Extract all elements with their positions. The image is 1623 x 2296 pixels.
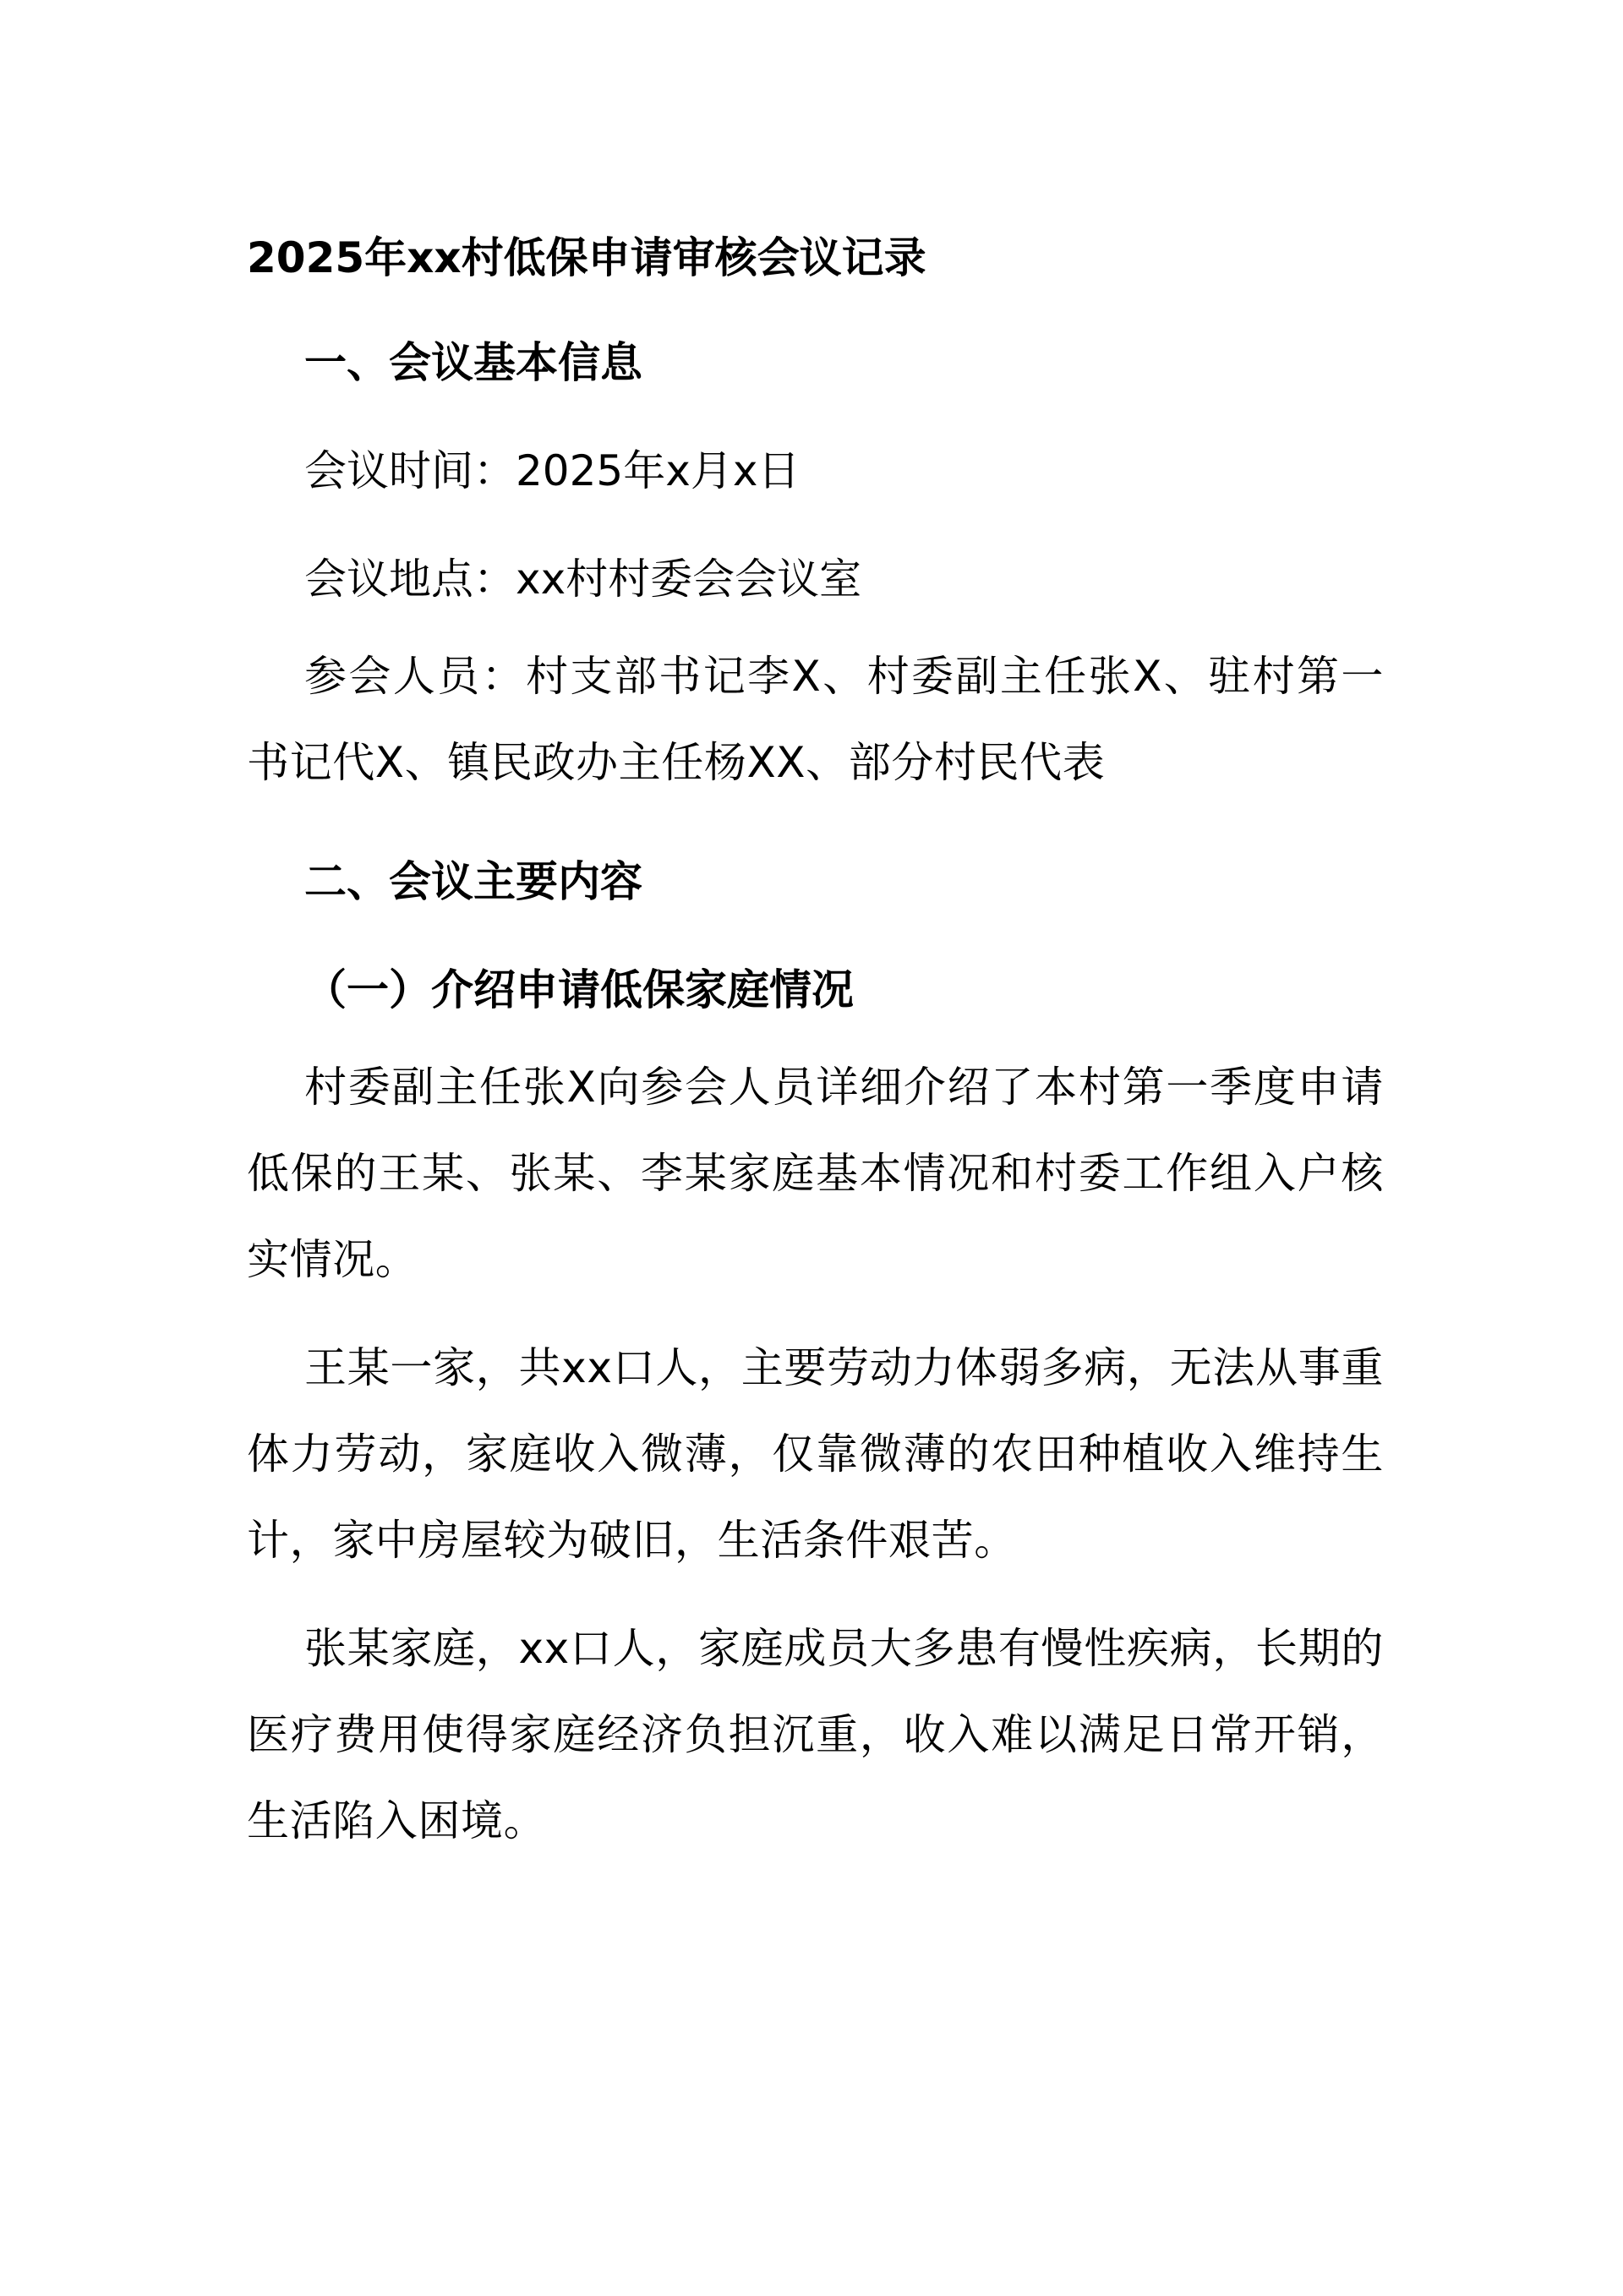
document-body [247,207,1384,1886]
subsection-heading-family-intro: （一）介绍申请低保家庭情况 [304,965,854,1014]
paragraph: 张某家庭，xx口人，家庭成员大多患有慢性疾病，长期的医疗费用使得家庭经济负担沉重，收入难以满足日常开销，生活陷入困境。 [247,1624,1384,1845]
meeting-place: 会议地点：xx村村委会会议室 [304,555,862,604]
paragraph: 王某一家，共xx口人，主要劳动力体弱多病，无法从事重体力劳动，家庭收入微薄，仅靠微薄的农田种植收入维持生计，家中房屋较为破旧，生活条件艰苦。 [247,1343,1384,1565]
paragraph: 村委副主任张X向参会人员详细介绍了本村第一季度申请低保的王某、张某、李某家庭基本情况和村委工作组入户核实情况。 [247,1063,1384,1284]
meeting-time: 会议时间：2025年x月x日 [304,446,801,495]
document-title: 2025年xx村低保申请审核会议记录 [247,233,926,282]
section-heading-main-content: 二、会议主要内容 [304,857,642,906]
meeting-attendees: 参会人员：村支部书记李X、村委副主任张X、驻村第一书记代X、镇民政办主任杨XX、部分村民代表 [247,652,1384,787]
section-heading-basic-info: 一、会议基本信息 [304,338,642,387]
